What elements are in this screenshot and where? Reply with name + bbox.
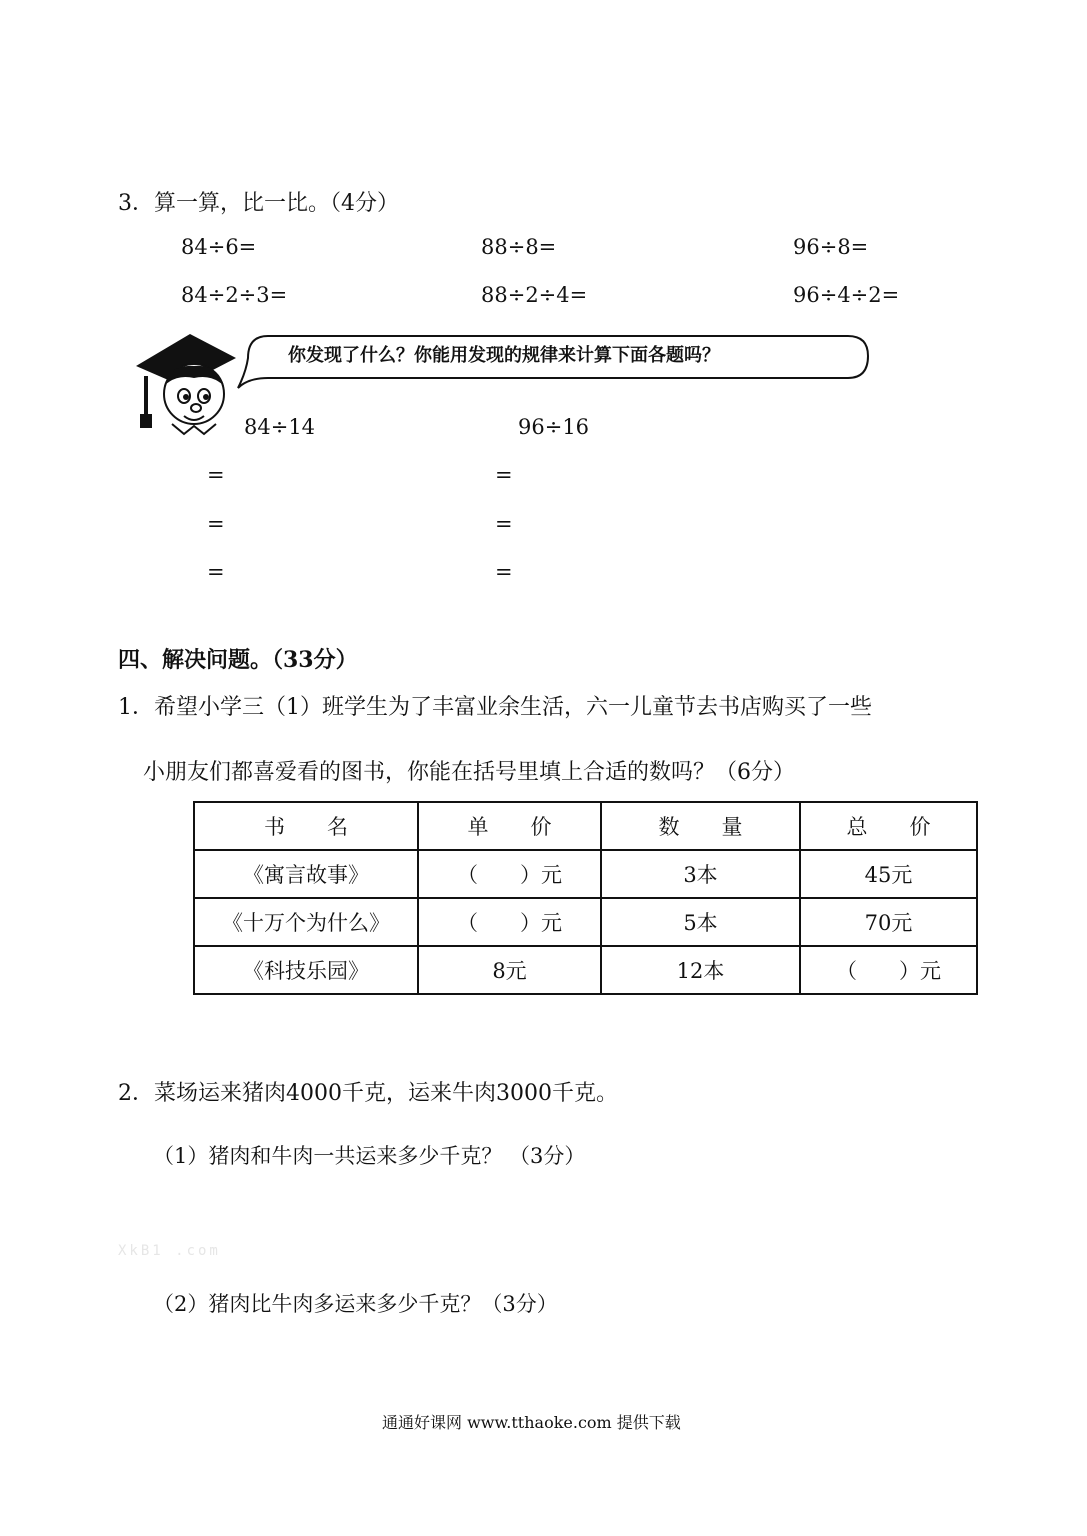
q1-text-line2: 小朋友们都喜爱看的图书，你能在括号里填上合适的数吗？（6分） <box>143 760 795 785</box>
table-cell: 70元 <box>800 898 977 946</box>
q2-text: 2．菜场运来猪肉4000千克，运来牛肉3000千克。 <box>118 1081 618 1106</box>
table-row <box>194 946 977 994</box>
header-quantity: 数 量 <box>601 802 800 850</box>
header-unit-price: 单 价 <box>418 802 601 850</box>
table-cell: 《十万个为什么》 <box>194 898 418 946</box>
watermark: XkB1 .com <box>118 1243 221 1259</box>
calc-96-8: 96÷8= <box>793 235 869 259</box>
table-cell: 3本 <box>601 850 800 898</box>
calc-84-2-3: 84÷2÷3= <box>181 283 288 307</box>
boy-graduate-illustration <box>132 328 242 438</box>
equals-sign: = <box>207 463 225 487</box>
table-cell: 《寓言故事》 <box>194 850 418 898</box>
header-book-name: 书 名 <box>194 802 418 850</box>
calc-96-4-2: 96÷4÷2= <box>793 283 900 307</box>
calc-84-6: 84÷6= <box>181 235 257 259</box>
book-price-table <box>193 801 978 995</box>
equals-sign: = <box>495 560 513 584</box>
table-row <box>194 898 977 946</box>
page-footer: 通通好课网 www.tthaoke.com 提供下载 <box>382 1413 681 1432</box>
table-cell: 5本 <box>601 898 800 946</box>
equals-sign: = <box>495 512 513 536</box>
calc-88-2-4: 88÷2÷4= <box>481 283 588 307</box>
q2-part2: （2）猪肉比牛肉多运来多少千克？（3分） <box>153 1292 558 1316</box>
table-cell: （ ）元 <box>418 850 601 898</box>
table-header-row <box>194 802 977 850</box>
problem-96-16: 96÷16 <box>518 415 590 439</box>
table-cell: （ ）元 <box>800 946 977 994</box>
q1-text-line1: 1．希望小学三（1）班学生为了丰富业余生活，六一儿童节去书店购买了一些 <box>118 695 872 720</box>
table-cell: 《科技乐园》 <box>194 946 418 994</box>
problem-84-14: 84÷14 <box>244 415 316 439</box>
equals-sign: = <box>207 560 225 584</box>
calc-88-8: 88÷8= <box>481 235 557 259</box>
equals-sign: = <box>495 463 513 487</box>
section4-heading: 四、解决问题。（33分） <box>118 647 358 673</box>
q2-part1: （1）猪肉和牛肉一共运来多少千克？ （3分） <box>153 1144 586 1168</box>
table-cell: （ ）元 <box>418 898 601 946</box>
table-cell: 12本 <box>601 946 800 994</box>
table-row <box>194 850 977 898</box>
bubble-text: 你发现了什么？你能用发现的规律来计算下面各题吗？ <box>288 345 720 366</box>
table-cell: 8元 <box>418 946 601 994</box>
equals-sign: = <box>207 512 225 536</box>
header-total-price: 总 价 <box>800 802 977 850</box>
section3-title: 3．算一算，比一比。（4分） <box>118 191 399 216</box>
table-cell: 45元 <box>800 850 977 898</box>
